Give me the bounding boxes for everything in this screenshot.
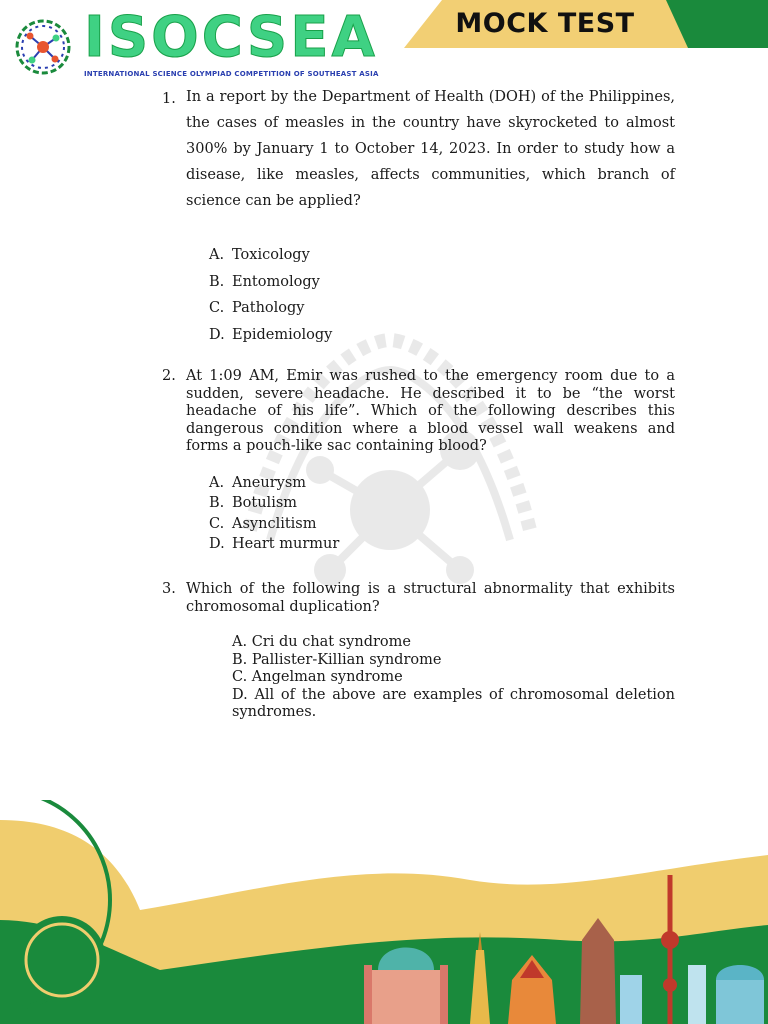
question-number: 3. [162, 581, 176, 597]
question-text: At 1:09 AM, Emir was rushed to the emergency room due to a sudden, severe headache. He described it to be “the worst headache of his life”. Which of the following describes this dangerous condition where a blood vessel wall weakens and forms a pouch-like sac containing blood? [186, 368, 675, 454]
question-text: In a report by the Department of Health (DOH) of the Philippines, the cases of measles in the country have skyrocketed to almost 300% by January 1 to October 14, 2023. In order to study how a disease, like measles, affects communities, which branch of science can be applied? [186, 89, 675, 209]
question-number: 1. [162, 91, 176, 107]
answer-option-c[interactable]: C. Pathology [209, 300, 305, 316]
answer-option-b[interactable]: B. Entomology [209, 273, 320, 290]
answer-option-c[interactable]: C. Asynclitism [209, 515, 317, 532]
answer-option-a[interactable]: A. Aneurysm [209, 475, 307, 491]
question-number: 2. [162, 368, 176, 384]
page-header [0, 0, 768, 84]
answer-option-a[interactable]: A. Toxicology [209, 247, 310, 263]
footer-circle-dark [18, 916, 106, 1004]
logo-wordmark: ISOCSEA [84, 5, 378, 70]
answer-options [209, 242, 332, 348]
answer-option-b[interactable]: B. Botulism [209, 495, 298, 512]
answer-options [209, 473, 339, 554]
mock-test-title: MOCK TEST [455, 8, 635, 39]
answer-option-c[interactable]: C. Angelman syndrome [232, 669, 403, 685]
footer-decoration [0, 800, 768, 1024]
answer-option-d[interactable]: D. Heart murmur [209, 535, 340, 552]
answer-option-b[interactable]: B. Pallister-Killian syndrome [232, 651, 442, 668]
answer-option-d[interactable]: D. Epidemiology [209, 326, 333, 343]
logo-tagline: INTERNATIONAL SCIENCE OLYMPIAD COMPETITION OF SOUTHEAST ASIA [84, 70, 379, 78]
answer-options [232, 634, 675, 722]
dna-molecule-logo-icon [10, 14, 76, 80]
answer-option-a[interactable]: A. Cri du chat syndrome [232, 634, 411, 650]
answer-option-d[interactable]: D. All of the above are examples of chromosomal deletion syndromes. [232, 686, 675, 720]
question-text: Which of the following is a structural abnormality that exhibits chromosomal duplication? [186, 581, 675, 615]
